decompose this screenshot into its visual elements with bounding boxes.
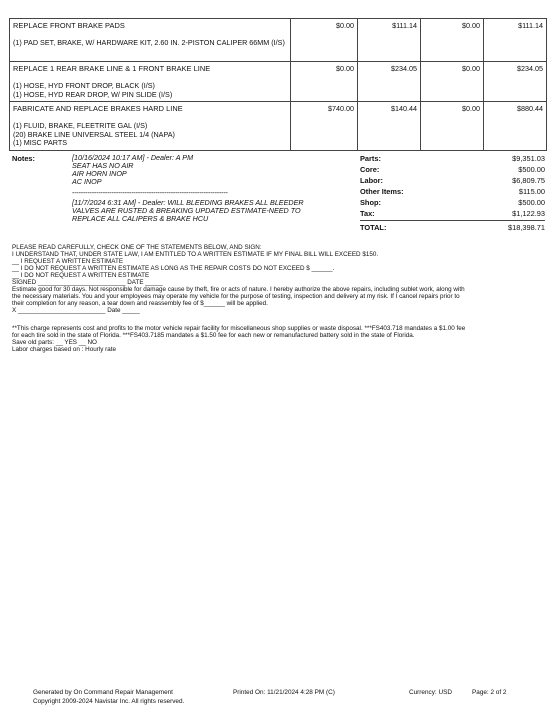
fine-print — [12, 325, 542, 353]
currency: Currency: USD — [409, 689, 452, 696]
total-label: Parts: — [360, 154, 381, 163]
total-label: Other Items: — [360, 187, 404, 196]
note-line: AC INOP — [72, 177, 102, 186]
note-line: REPLACE ALL CALIPERS & BRAKE HCU — [72, 214, 209, 223]
table-row — [10, 19, 547, 62]
totals-summary — [360, 153, 545, 233]
legal-line: their completion for any reason, a tear down and reassembly fee of $______ will be applied. — [12, 300, 268, 307]
legal-line: __ I REQUEST A WRITTEN ESTIMATE — [12, 258, 124, 265]
printed-on: Printed On: 11/21/2024 4:28 PM (C) — [233, 689, 335, 696]
total-row-parts — [360, 153, 545, 164]
page-number: Page: 2 of 2 — [472, 689, 507, 696]
job-title: REPLACE FRONT BRAKE PADS — [13, 21, 125, 30]
legal-line: the necessary materials. You and your employees may operate my vehicle for the purpose of testing, inspection and delivery at my risk. If I cancel repairs prior to — [12, 293, 460, 300]
copyright: Copyright 2009-2024 Navistar Inc. All rights reserved. — [33, 698, 185, 705]
grand-total-value: $18,398.71 — [508, 222, 545, 232]
total-value: $6,809.75 — [512, 176, 545, 185]
note-line: [10/16/2024 10:17 AM] - Dealer: A PM — [72, 153, 194, 162]
labor-amount: $0.00 — [291, 62, 358, 102]
legal-line: __ I DO NOT REQUEST A WRITTEN ESTIMATE — [12, 272, 150, 279]
total-label: Labor: — [360, 176, 383, 185]
misc-amount: $0.00 — [421, 62, 484, 102]
parts-amount: $234.05 — [358, 62, 421, 102]
note-separator: ----------------------------------------------------------------------- — [72, 188, 228, 197]
job-title: FABRICATE AND REPLACE BRAKES HARD LINE — [13, 104, 183, 114]
total-value: $9,351.03 — [512, 154, 545, 163]
total-label: Shop: — [360, 198, 381, 207]
labor-amount: $740.00 — [291, 102, 358, 151]
note-line: SEAT HAS NO AIR — [72, 161, 134, 170]
notes-label: Notes: — [12, 154, 35, 163]
total-row-tax — [360, 208, 545, 219]
total-row-other-items — [360, 186, 545, 197]
fine-print-line: Save old parts: __ YES __ NO — [12, 339, 97, 346]
grand-total-row — [360, 220, 545, 233]
total-value: $115.00 — [518, 187, 545, 196]
part-line: (1) MISC PARTS — [13, 138, 68, 148]
line-items-table — [9, 18, 547, 151]
fine-print-line: Labor charges based on : Hourly rate — [12, 346, 116, 353]
table-row — [10, 62, 547, 102]
fine-print-line: for each tire sold in the state of Florida. ***FS403.7185 mandates a $1.50 fee for each new or remanufactured battery sold in the state of Florida. — [12, 332, 415, 339]
job-description — [10, 102, 291, 151]
legal-line: PLEASE READ CAREFULLY, CHECK ONE OF THE STATEMENTS BELOW, AND SIGN: — [12, 244, 262, 251]
total-label: Tax: — [360, 209, 375, 218]
part-line: (1) PAD SET, BRAKE, W/ HARDWARE KIT, 2.60 IN. 2-PISTON CALIPER 66MM (I/S) — [13, 38, 285, 47]
signature-line: SIGNED _________________________ DATE _____ — [12, 279, 163, 286]
total-row-core — [360, 164, 545, 175]
total-row-labor — [360, 175, 545, 186]
note-line: VALVES ARE RUSTED & BREAKING UPDATED ESTIMATE-NEED TO — [72, 206, 301, 215]
note-line: AIR HORN INOP — [72, 169, 127, 178]
job-description — [10, 62, 291, 102]
labor-amount: $0.00 — [291, 19, 358, 62]
legal-line: I UNDERSTAND THAT, UNDER STATE LAW, I AM ENTITLED TO A WRITTEN ESTIMATE IF MY FINAL BILL WILL EXCEED $150. — [12, 251, 379, 258]
legal-line: __ I DO NOT REQUEST A WRITTEN ESTIMATE AS LONG AS THE REPAIR COSTS DO NOT EXCEED $ ______. — [12, 265, 335, 272]
line-total: $111.14 — [484, 19, 547, 62]
part-line: (1) HOSE, HYD FRONT DROP, BLACK (I/S) — [13, 81, 155, 90]
table-row — [10, 102, 547, 151]
legal-line: Estimate good for 30 days. Not responsible for damage cause by theft, fire or acts of nature. I hereby authorize the above repairs, including sublet work, along with — [12, 286, 465, 293]
job-description — [10, 19, 291, 62]
job-title: REPLACE 1 REAR BRAKE LINE & 1 FRONT BRAKE LINE — [13, 64, 211, 73]
misc-amount: $0.00 — [421, 19, 484, 62]
grand-total-label: TOTAL: — [360, 222, 387, 232]
line-total: $234.05 — [484, 62, 547, 102]
notes-section — [72, 154, 362, 223]
authorization-statement — [12, 244, 542, 314]
total-value: $500.00 — [518, 165, 545, 174]
total-value: $1,122.93 — [512, 209, 545, 218]
parts-amount: $140.44 — [358, 102, 421, 151]
line-total: $880.44 — [484, 102, 547, 151]
note-line: [11/7/2024 6:31 AM] - Dealer: WILL BLEEDING BRAKES ALL BLEEDER — [72, 198, 304, 207]
total-row-shop — [360, 197, 545, 208]
parts-amount: $111.14 — [358, 19, 421, 62]
generated-by: Generated by On Command Repair Management — [33, 689, 173, 696]
total-value: $500.00 — [518, 198, 545, 207]
total-label: Core: — [360, 165, 380, 174]
signature-line: X _________________________ Date _____ — [12, 307, 140, 314]
part-line: (20) BRAKE LINE UNIVERSAL STEEL 1/4 (NAPA) — [13, 129, 175, 139]
fine-print-line: **This charge represents cost and profits to the motor vehicle repair facility for miscellaneous shop supplies or waste disposal. ***FS403.718 mandates a $1.00 fee — [12, 325, 466, 332]
part-line: (1) HOSE, HYD REAR DROP, W/ PIN SLIDE (I/S) — [13, 89, 173, 99]
part-line: (1) FLUID, BRAKE, FLEETRITE GAL (I/S) — [13, 121, 148, 131]
misc-amount: $0.00 — [421, 102, 484, 151]
